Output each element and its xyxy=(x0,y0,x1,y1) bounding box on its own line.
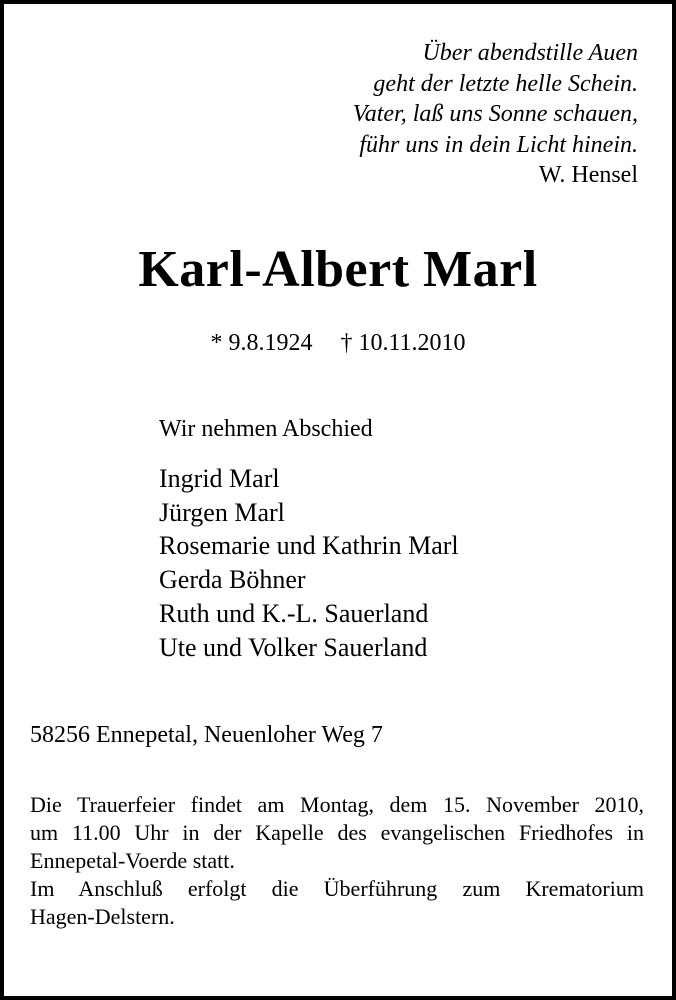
poem xyxy=(353,38,638,191)
notice-line: Die Trauerfeier findet am Montag, dem 15. November 2010, xyxy=(30,792,644,817)
death-date: † 10.11.2010 xyxy=(340,330,466,356)
mourner-name: Gerda Böhner xyxy=(159,565,306,595)
mourner-name: Jürgen Marl xyxy=(159,497,285,527)
farewell-text: Wir nehmen Abschied xyxy=(159,416,373,442)
address: 58256 Ennepetal, Neuenloher Weg 7 xyxy=(30,722,383,748)
poem-line: führ uns in dein Licht hinein. xyxy=(359,131,638,158)
poem-author: W. Hensel xyxy=(538,162,638,188)
mourner-name: Ruth und K.-L. Sauerland xyxy=(159,598,429,628)
deceased-name: Karl-Albert Marl xyxy=(138,241,538,298)
poem-line: Vater, laß uns Sonne schauen, xyxy=(352,101,638,127)
mourner-name: Ingrid Marl xyxy=(159,464,280,493)
life-dates xyxy=(4,328,672,358)
notice-line: um 11.00 Uhr in der Kapelle des evangelischen Friedhofes in xyxy=(30,820,644,845)
notice-line: Im Anschluß erfolgt die Überführung zum Krematorium xyxy=(30,876,644,901)
mourner-name: Ute und Volker Sauerland xyxy=(159,632,428,662)
poem-line: geht der letzte helle Schein. xyxy=(373,70,638,97)
birth-date: * 9.8.1924 xyxy=(210,330,313,356)
poem-line: Über abendstille Auen xyxy=(422,40,638,66)
mourners-list xyxy=(159,462,459,664)
notice-line: Hagen-Delstern. xyxy=(30,904,175,929)
notice-line: Ennepetal-Voerde statt. xyxy=(30,848,235,873)
funeral-notice xyxy=(30,791,644,931)
mourner-name: Rosemarie und Kathrin Marl xyxy=(159,531,459,561)
